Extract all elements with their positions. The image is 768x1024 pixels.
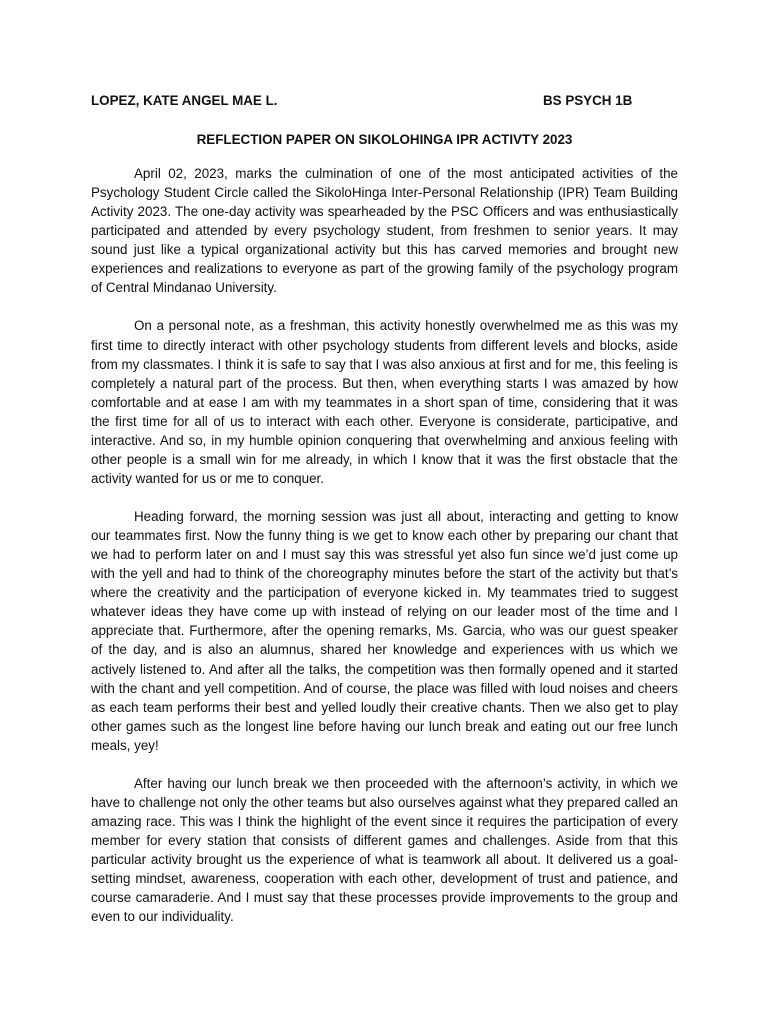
student-name: LOPEZ, KATE ANGEL MAE L.	[91, 93, 278, 108]
paragraph: April 02, 2023, marks the culmination of one of the most anticipated activities of the Psychology Student Circle called the SikoloHinga Inter-Personal Relationship (IPR) Team Building Activity 2023. The one-day activity was spearheaded by the PSC Officers and was enthusiastically participated and attended by every psychology student, from freshmen to senior years. It may sound just like a typical organizational activity but this has carved memories and brought new experiences and realizations to everyone as part of the growing family of the psychology program of Central Mindanao University.	[91, 166, 678, 296]
document-header	[91, 92, 678, 110]
paper-title: REFLECTION PAPER ON SIKOLOHINGA IPR ACTIVTY 2023	[196, 132, 573, 147]
paper-body	[91, 164, 678, 945]
course-section: BS PSYCH 1B	[543, 93, 633, 108]
paragraph: Heading forward, the morning session was just all about, interacting and getting to know our teammates first. Now the funny thing is we get to know each other by preparing our chant that we had to perform later on and I must say this was stressful yet also fun since we’d just come up with the yell and had to think of the choreography minutes before the start of the activity but that’s where the creativity and the participation of everyone kicked in. My teammates tried to suggest whatever ideas they have come up with instead of relying on our leader most of the time and I appreciate that. Furthermore, after the opening remarks, Ms. Garcia, who was our guest speaker of the day, and is also an alumnus, shared her knowledge and experiences with us which we actively listened to. And after all the talks, the competition was then formally opened and it started with the chant and yell competition. And of course, the place was filled with loud noises and cheers as each team performs their best and yelled loudly their creative chants. Then we also get to play other games such as the longest line before having our lunch break and eating out our free lunch meals, yey!	[91, 509, 678, 753]
paragraph: After having our lunch break we then proceeded with the afternoon’s activity, in which we have to challenge not only the other teams but also ourselves against what they prepared called an amazing race. This was I think the highlight of the event since it requires the participation of every member for every station that consists of different games and challenges. Aside from that this particular activity brought us the experience of what is teamwork all about. It delivered us a goal-setting mindset, awareness, cooperation with each other, development of trust and patience, and course camaraderie. And I must say that these processes provide improvements to the group and even to our individuality.	[91, 775, 678, 925]
paragraph: On a personal note, as a freshman, this activity honestly overwhelmed me as this was my first time to directly interact with other psychology students from different levels and blocks, aside from my classmates. I think it is safe to say that I was also anxious at first and for me, this feeling is completely a natural part of the process. But then, when everything starts I was amazed by how comfortable and at ease I am with my teammates in a short span of time, considering that it was the first time for all of us to interact with each other. Everyone is considerate, participative, and interactive. And so, in my humble opinion conquering that overwhelming and anxious feeling with other people is a small win for me already, in which I know that it was the first obstacle that the activity wanted for us or me to conquer.	[91, 318, 678, 486]
